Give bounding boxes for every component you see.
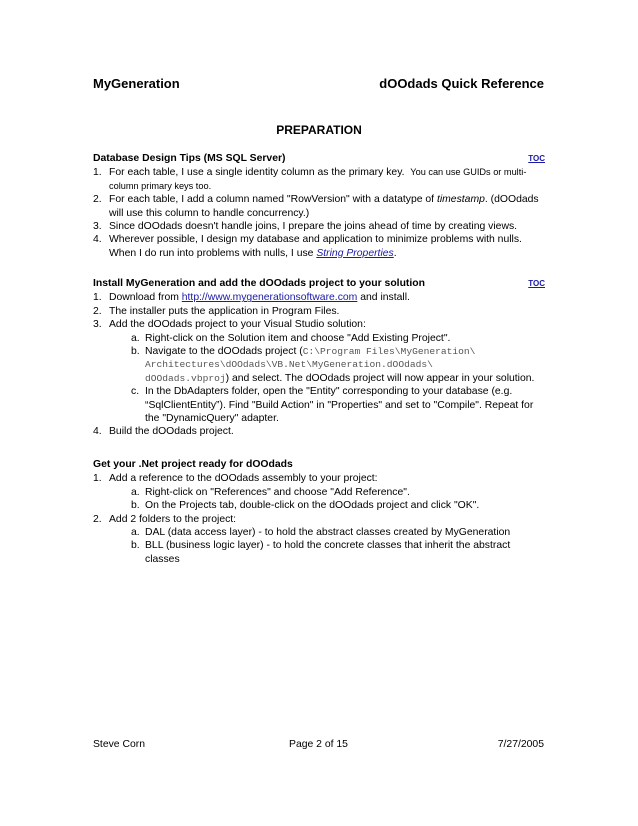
footer-date: 7/27/2005	[497, 739, 544, 750]
header-left: MyGeneration	[93, 76, 180, 91]
file-path: C:\Program Files\MyGeneration\	[302, 346, 476, 358]
list-item: 1. For each table, I use a single identity column as the primary key. You can use GUIDs or multi-column primary keys too.	[93, 167, 527, 191]
sub-list-item: b. On the Projects tab, double-click on the dOOdads project and click "OK".	[131, 500, 480, 512]
list-item: 1. Add a reference to the dOOdads assembly to your project:	[93, 473, 378, 485]
section-title: Get your .Net project ready for dOOdads	[93, 459, 293, 470]
sub-list-item: a. Right-click on "References" and choose "Add Reference".	[131, 486, 410, 498]
mygeneration-website-link[interactable]: http://www.mygenerationsoftware.com	[181, 292, 358, 304]
toc-link[interactable]: TOC	[528, 279, 545, 288]
list-item: 3. Since dOOdads doesn't handle joins, I prepare the joins ahead of time by creating views.	[93, 221, 518, 233]
sub-list-item: c. In the DbAdapters folder, open the "Entity" corresponding to your database (e.g. “SqlClientEntity”). Find "Build Action" in "Properties" and set to "Compile". Repeat for the "DynamicQuery" adapter.	[131, 386, 534, 425]
section-title: Database Design Tips (MS SQL Server)	[93, 153, 286, 164]
footer-page-number: Page 2 of 15	[289, 739, 348, 750]
list-item: 2. Add 2 folders to the project:	[93, 513, 237, 525]
header-right: dOOdads Quick Reference	[379, 76, 544, 91]
sub-list-item: a. Right-click on the Solution item and choose "Add Existing Project".	[131, 332, 451, 344]
list-item: 4. Build the dOOdads project.	[93, 426, 234, 438]
page-title: PREPARATION	[276, 123, 362, 137]
file-path: Architectures\dOOdads\VB.Net\MyGeneration.dOOdads\	[145, 359, 433, 371]
string-properties-link[interactable]: String Properties	[316, 247, 394, 259]
list-item: 2. The installer puts the application in Program Files.	[93, 305, 340, 317]
sub-list-item: a. DAL (data access layer) - to hold the abstract classes created by MyGeneration	[131, 527, 511, 539]
section-dotnet-project	[93, 458, 545, 566]
list-item: 2. For each table, I add a column named "RowVersion" with a datatype of timestamp. (dOOdads will use this column to handle concurrency.)	[93, 194, 539, 219]
list-item: 4. Wherever possible, I design my database and application to minimize problems with nulls. When I do run into problems with nulls, I use String Properties.	[93, 234, 522, 259]
section-database-design	[93, 152, 545, 260]
file-path: dOOdads.vbproj	[145, 372, 226, 384]
page-header	[93, 76, 544, 96]
list-item: 1. Download from http://www.mygenerationsoftware.com and install.	[93, 292, 410, 304]
footer-author: Steve Corn	[93, 739, 145, 750]
section-title: Install MyGeneration and add the dOOdads project to your solution	[93, 278, 425, 289]
page-footer	[93, 739, 544, 750]
sub-list-item: b. Navigate to the dOOdads project (C:\Program Files\MyGeneration\ Architectures\dOOdads\VB.Net\MyGeneration.dOOdads\ dOOdads.vbproj) and select. The dOOdads project will now appear in your solution.	[131, 346, 535, 384]
toc-link[interactable]: TOC	[528, 154, 545, 163]
sub-list-item: b. BLL (business logic layer) - to hold the concrete classes that inherit the abstract classes	[131, 540, 511, 565]
section-install	[93, 277, 545, 439]
list-item: 3. Add the dOOdads project to your Visual Studio solution:	[93, 319, 366, 331]
